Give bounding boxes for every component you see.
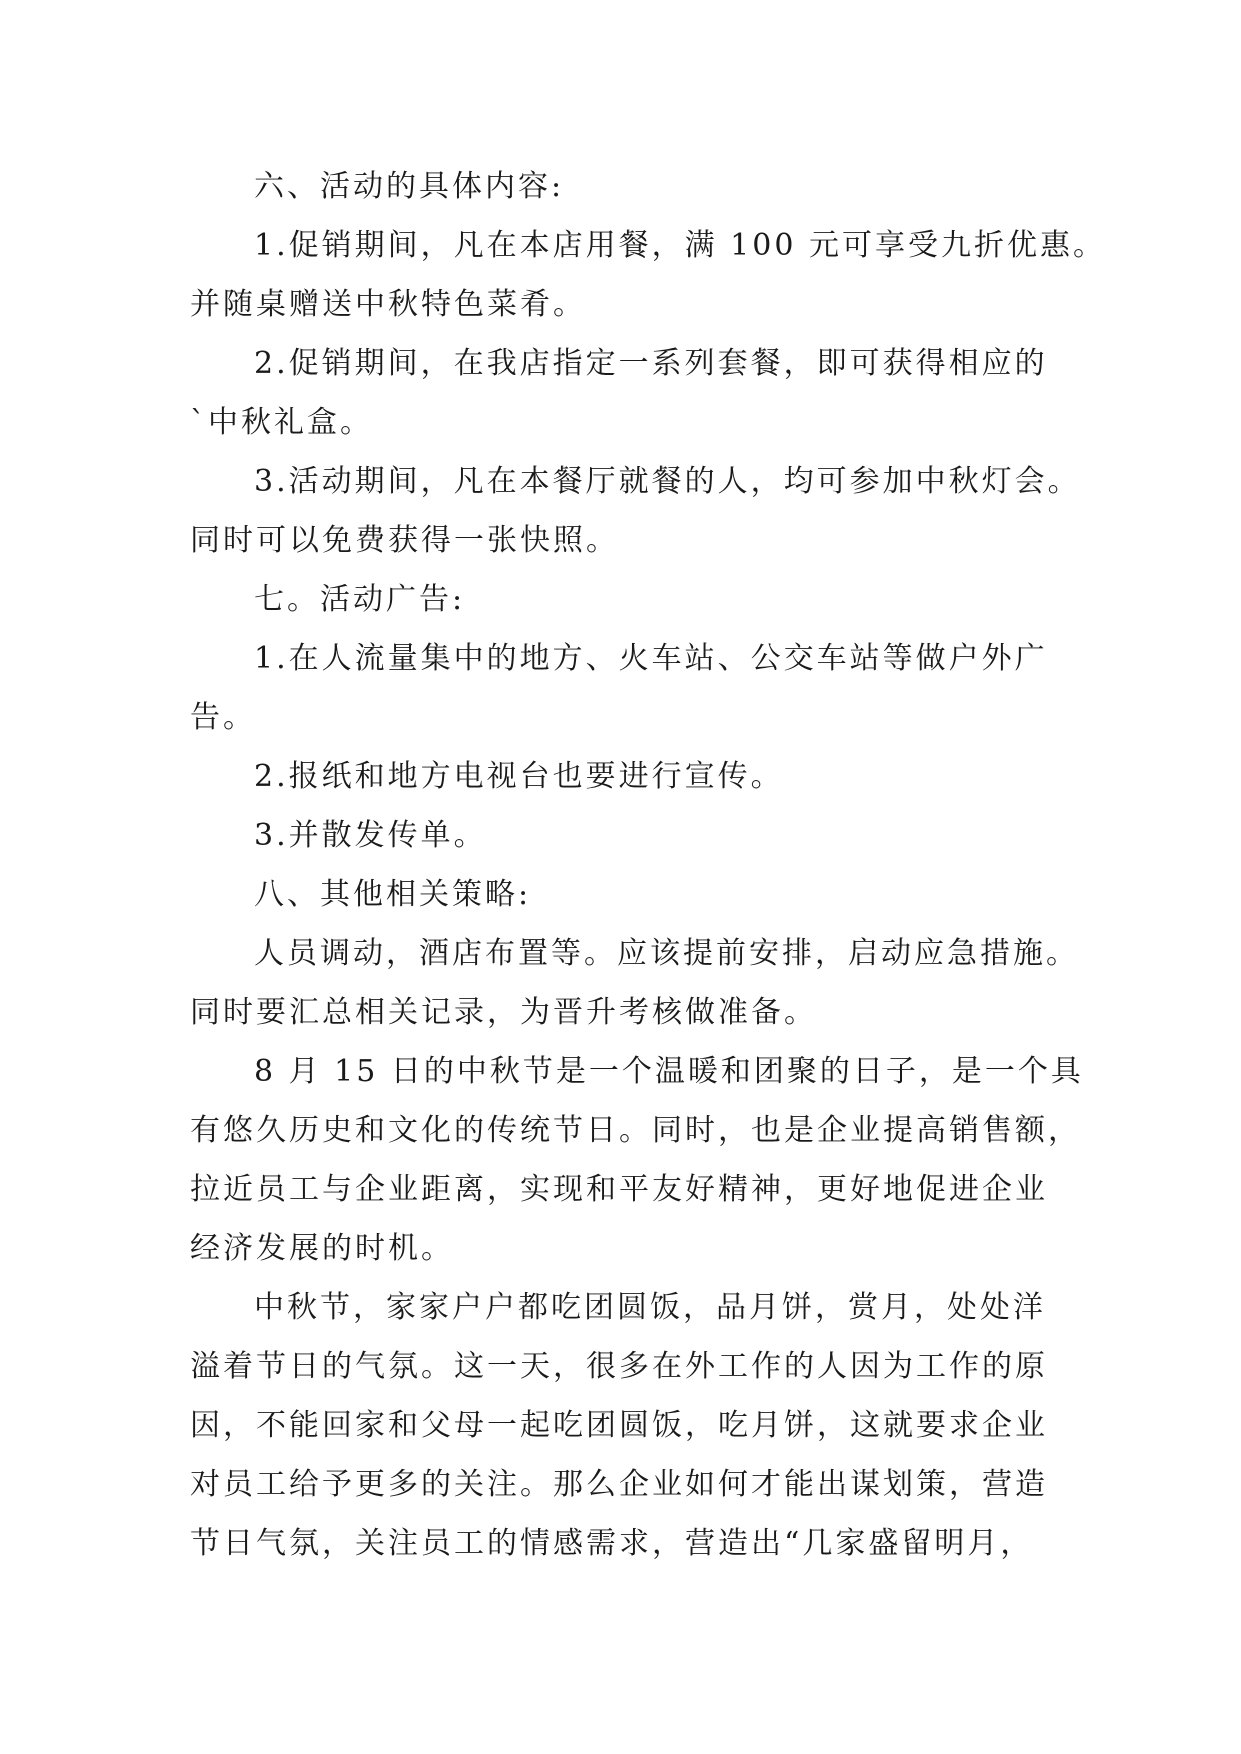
- heading-section-6: 六、活动的具体内容:: [254, 169, 565, 204]
- heading-section-8: 八、其他相关策略:: [254, 877, 532, 912]
- text-line: 告。: [190, 700, 256, 735]
- text-line: 溢着节日的气氛。这一天，很多在外工作的人因为工作的原: [190, 1349, 1048, 1384]
- text-line: 人员调动，酒店布置等。应该提前安排，启动应急措施。: [254, 936, 1079, 971]
- text-line: 1.在人流量集中的地方、火车站、公交车站等做户外广: [254, 641, 1048, 676]
- document-body: [190, 157, 1106, 1573]
- text-line: `中秋礼盒。: [190, 405, 373, 440]
- text-line: 同时可以免费获得一张快照。: [190, 523, 619, 558]
- text-line: 拉近员工与企业距离，实现和平友好精神，更好地促进企业: [190, 1172, 1048, 1207]
- text-line: 中秋节，家家户户都吃团圆饭，品月饼，赏月，处处洋: [254, 1290, 1046, 1325]
- text-line: 经济发展的时机。: [190, 1231, 454, 1266]
- heading-section-7: 七。活动广告:: [254, 582, 466, 617]
- text-line: 同时要汇总相关记录，为晋升考核做准备。: [190, 995, 817, 1030]
- text-line: 并随桌赠送中秋特色菜肴。: [190, 287, 586, 322]
- text-line: 节日气氛，关注员工的情感需求，营造出“几家盛留明月，: [190, 1526, 1034, 1561]
- text-line: 8 月 15 日的中秋节是一个温暖和团聚的日子，是一个具: [254, 1054, 1084, 1089]
- text-line: 对员工给予更多的关注。那么企业如何才能出谋划策，营造: [190, 1467, 1048, 1502]
- text-line: 2.报纸和地方电视台也要进行宣传。: [254, 759, 784, 794]
- text-line: 3.活动期间，凡在本餐厅就餐的人，均可参加中秋灯会。: [254, 464, 1081, 499]
- text-line: 2.促销期间，在我店指定一系列套餐，即可获得相应的: [254, 346, 1048, 381]
- text-line: 因，不能回家和父母一起吃团圆饭，吃月饼，这就要求企业: [190, 1408, 1048, 1443]
- text-line: 3.并散发传单。: [254, 818, 487, 853]
- text-line: 1.促销期间，凡在本店用餐，满 100 元可享受九折优惠。: [254, 228, 1106, 263]
- text-line: 有悠久历史和文化的传统节日。同时，也是企业提高销售额，: [190, 1113, 1081, 1148]
